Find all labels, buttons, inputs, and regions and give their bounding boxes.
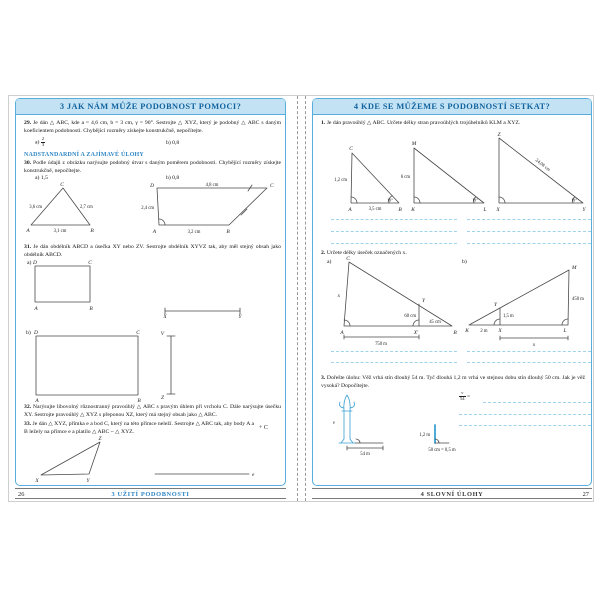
answer-line: [331, 362, 457, 363]
rectangle-abcd-figure: [33, 330, 141, 404]
fraction-numerator: 2: [41, 136, 45, 141]
vertex-y: Y: [582, 207, 586, 213]
fold-dash-right: [305, 96, 306, 501]
vertex-d: D: [150, 183, 154, 189]
dim-48cm: 4,8 cm: [205, 183, 219, 188]
task-3-number: 3.: [321, 375, 326, 381]
fraction-v-54: [459, 391, 466, 402]
answer-line: [467, 219, 591, 220]
dim-2408cm: 24,08 cm: [533, 158, 551, 173]
task-32-number: 32.: [24, 404, 32, 410]
dim-60cm: 60 cm: [404, 314, 416, 319]
task-1-text: Je dán pravoúhlý △ ABC. Určete délky stran pravoúhlých trojúhelníků KLM a XYZ.: [326, 120, 521, 126]
triangle-xyz: [495, 132, 586, 213]
vertex-d: D: [34, 330, 38, 336]
answer-line: [467, 351, 591, 352]
vertex-y: Y: [86, 478, 90, 484]
task-30-text: Podle údajů z obrázku narýsujte podobný útvar s daným poměrem podobnosti. Chybějící rozměry získejte konstrukčně, nepočítejte.: [24, 160, 282, 174]
line-e-label: e: [252, 472, 255, 478]
task-33-text: Je dán △ XYZ, přímka e a bod C, který na této přímce neleží. Sestrojte △ ABC tak, aby body A a B ležely na přímce e a platilo △ ABC ~ △ XYZ.: [24, 421, 254, 435]
task-30-number: 30.: [24, 160, 32, 166]
point-v: V: [160, 331, 164, 337]
fold-dash-left: [297, 96, 298, 501]
triangle-abc: [334, 146, 402, 213]
rod-drawing: [419, 425, 456, 453]
task-29-option-a: [35, 137, 45, 148]
vertex-d: D: [33, 260, 37, 266]
vertex-a: A: [348, 207, 352, 213]
answer-line: [467, 362, 591, 363]
vertex-c: C: [136, 330, 140, 336]
task-32: [24, 404, 281, 419]
book-spread: [8, 95, 594, 502]
right-angle-mark: [414, 197, 420, 203]
task-31-number: 31.: [24, 244, 32, 250]
angle-19: 19°: [472, 197, 478, 203]
point-y: Y: [494, 302, 497, 308]
vertex-b: B: [90, 228, 94, 234]
point-x: X: [498, 328, 502, 334]
vertex-x: X: [496, 207, 500, 213]
right-angle-mark: [499, 197, 505, 203]
task-2-label-a: a): [327, 259, 332, 265]
vertex-k: K: [465, 328, 469, 334]
answer-line: [331, 351, 457, 352]
dim-54m: 54 m: [360, 452, 370, 457]
dim-36cm: 3,6 cm: [29, 205, 42, 210]
task-30: [24, 160, 281, 175]
vertex-a: A: [152, 229, 156, 235]
task-31-label-b: b): [26, 330, 31, 336]
dim-6cm: 6 cm: [400, 175, 410, 180]
vertex-a: A: [26, 228, 30, 234]
dim-35cm: 3,5 cm: [368, 207, 382, 212]
answer-line: [467, 231, 591, 232]
vertex-k: K: [411, 207, 415, 213]
vertex-b: B: [226, 229, 230, 235]
dim-24cm: 2,4 cm: [141, 206, 154, 211]
vertex-z: Z: [98, 436, 102, 442]
vertex-l: L: [563, 328, 567, 334]
vertex-a: A: [340, 330, 344, 336]
fraction-denominator: 3: [41, 141, 45, 147]
point-x: X: [163, 314, 167, 319]
point-x-prime: X': [413, 330, 419, 336]
figure-task31a: [16, 257, 286, 319]
answer-line: [483, 402, 591, 403]
dim-2m: 2 m: [480, 329, 488, 334]
right-page-number: 27: [582, 490, 589, 498]
task-30-option-b: b) 0,8: [166, 175, 180, 181]
answer-line: [467, 243, 591, 244]
point-z: Z: [161, 395, 164, 401]
vertex-a: A: [34, 306, 38, 312]
dim-32cm: 3,2 cm: [187, 230, 201, 235]
right-footer: [312, 488, 592, 499]
option-a-label: a): [35, 139, 40, 146]
right-angle-mark: [351, 197, 357, 203]
vertex-b: B: [137, 398, 141, 404]
fraction-numerator: v: [459, 391, 466, 397]
dim-31cm: 3,1 cm: [53, 229, 67, 234]
dim-12cm: 1,2 cm: [334, 178, 347, 183]
vertex-m: M: [572, 265, 577, 271]
left-footer: [15, 488, 286, 499]
tower-shadow: [333, 420, 383, 457]
figure-task33: [16, 431, 286, 487]
dim-45cm: 45 cm: [429, 320, 441, 325]
right-angle-mark: [159, 219, 165, 225]
task-32-text: Narýsujte libovolný různostranný pravoúhlý △ ABC s pravým úhlem při vrcholu C. Dále narýsujte úsečku XY. Sestrojte pravoúhlý △ XYZ s přeponou XZ, který má stejný obsah jako △ ABC.: [24, 404, 282, 418]
figure-task1: [313, 129, 593, 215]
answer-line: [331, 219, 457, 220]
segment-vz-figure: [161, 331, 175, 401]
line-e-figure: [155, 472, 255, 478]
left-chapter-title: 3 JAK NÁM MŮŽE PODOBNOST POMOCI?: [59, 102, 242, 111]
task-33-number: 33.: [24, 421, 32, 427]
task-3-text: Dořešte úlohu: Věž vrhá stín dlouhý 54 m. Tyč dlouhá 1,2 m vrhá ve stejnou dobu stín dlouhý 50 cm. Jak je věž vysoká? Dopočítejte.: [321, 375, 586, 389]
task-2-text: Určete délky úseček označených x.: [326, 250, 407, 256]
vertex-l: L: [483, 207, 487, 213]
right-page: [312, 98, 592, 499]
dim-v: v: [332, 420, 336, 426]
vertex-x: X: [35, 478, 39, 484]
fraction-two-thirds: [41, 137, 45, 148]
figure-task3: [325, 391, 485, 463]
vertex-c: C: [60, 182, 64, 188]
right-angle-mark: [344, 320, 350, 326]
dim-50cm: 50 cm = 0,5 m: [428, 448, 456, 453]
left-page-frame: [15, 98, 286, 486]
vertex-c: C: [349, 146, 353, 152]
vertex-z: Z: [497, 132, 501, 138]
fraction-denominator: 54: [460, 395, 465, 401]
point-y: Y: [238, 314, 242, 319]
right-footer-title: 4 SLOVNÍ ÚLOHY: [420, 490, 484, 498]
dim-27cm: 2,7 cm: [80, 205, 93, 210]
triangle-xyz-figure: [34, 436, 102, 484]
right-chapter-title: 4 KDE SE MŮŽEME S PODOBNOSTÍ SETKAT?: [353, 102, 551, 111]
vertex-b: B: [398, 207, 402, 213]
dim-15m: 1,5 m: [503, 314, 514, 319]
task-29: [24, 120, 281, 135]
task-2-label-b: b): [462, 259, 467, 265]
left-chapter-banner: [16, 99, 285, 115]
dim-x: x: [337, 293, 340, 299]
point-y: Y: [422, 298, 425, 304]
vertex-b: B: [453, 330, 457, 336]
vertex-b: B: [89, 306, 93, 312]
triangle-klm: [401, 141, 487, 213]
right-angle-mark: [413, 320, 419, 326]
task-29-text: Je dán △ ABC, kde a = 4,6 cm, b = 3 cm, γ = 90°. Sestrojte △ XYZ, který je podobný △ ABC s daným koeficientem podobnosti. Chybějící rozměry získejte konstrukčně, nepočítejte.: [24, 120, 281, 134]
right-chapter-banner: [313, 99, 591, 115]
answer-line: [459, 414, 591, 415]
answer-line: [459, 425, 591, 426]
figure-2b: [464, 265, 584, 348]
vertex-a: A: [35, 398, 39, 404]
task-1: [321, 120, 585, 128]
left-footer-title: 3 UŽITÍ PODOBNOSTI: [111, 490, 190, 498]
figure-task30: [16, 181, 286, 243]
point-c-marker: + C: [259, 425, 268, 431]
task-30-option-a: a) 1,5: [35, 175, 48, 181]
task-29-number: 29.: [24, 120, 32, 126]
triangle-abc-figure: [25, 182, 94, 234]
dim-12m: 1,2 m: [419, 433, 430, 438]
section-header: NADSTANDARDNÍ A ZAJÍMAVÉ ÚLOHY: [24, 152, 144, 158]
right-angle-mark: [356, 439, 360, 443]
vertex-c: C: [346, 256, 350, 262]
right-page-frame: [312, 98, 592, 486]
right-angle-mark: [494, 319, 500, 325]
task-29-option-b: b) 0,8: [166, 140, 180, 146]
task-3: [321, 375, 585, 390]
dim-x: x: [532, 342, 536, 348]
right-angle-mark: [562, 319, 568, 325]
figure-task31b: [16, 325, 286, 405]
vertex-m: M: [411, 141, 417, 147]
vertex-c: C: [88, 260, 92, 266]
answer-line: [331, 231, 457, 232]
angle-19: 19°: [571, 197, 577, 203]
equals-sign: =: [467, 393, 471, 400]
equation-start: [459, 391, 470, 402]
trapezoid-abcd-figure: [141, 183, 274, 235]
left-page: [15, 98, 286, 499]
task-31-label-a: a): [27, 260, 32, 266]
rectangle-abcd-figure: [32, 260, 93, 312]
tower-drawing: [339, 395, 355, 443]
task-31-text: Je dán obdélník ABCD a úsečka XY nebo ZV. Sestrojte obdélník XYVZ tak, aby měl stejný obsah jako obdélník ABCD.: [24, 244, 282, 258]
figure-task2: [313, 255, 593, 349]
left-page-number: 26: [18, 490, 25, 498]
vertex-c: C: [270, 183, 274, 189]
task-2-number: 2.: [321, 250, 326, 256]
angle-19: 19°: [387, 197, 393, 203]
figure-2a: [337, 256, 458, 347]
segment-xy-figure: [162, 308, 242, 319]
dim-450m: 450 m: [572, 297, 584, 302]
dim-750m: 750 m: [375, 342, 387, 347]
task-1-number: 1.: [321, 120, 326, 126]
answer-line: [331, 243, 457, 244]
